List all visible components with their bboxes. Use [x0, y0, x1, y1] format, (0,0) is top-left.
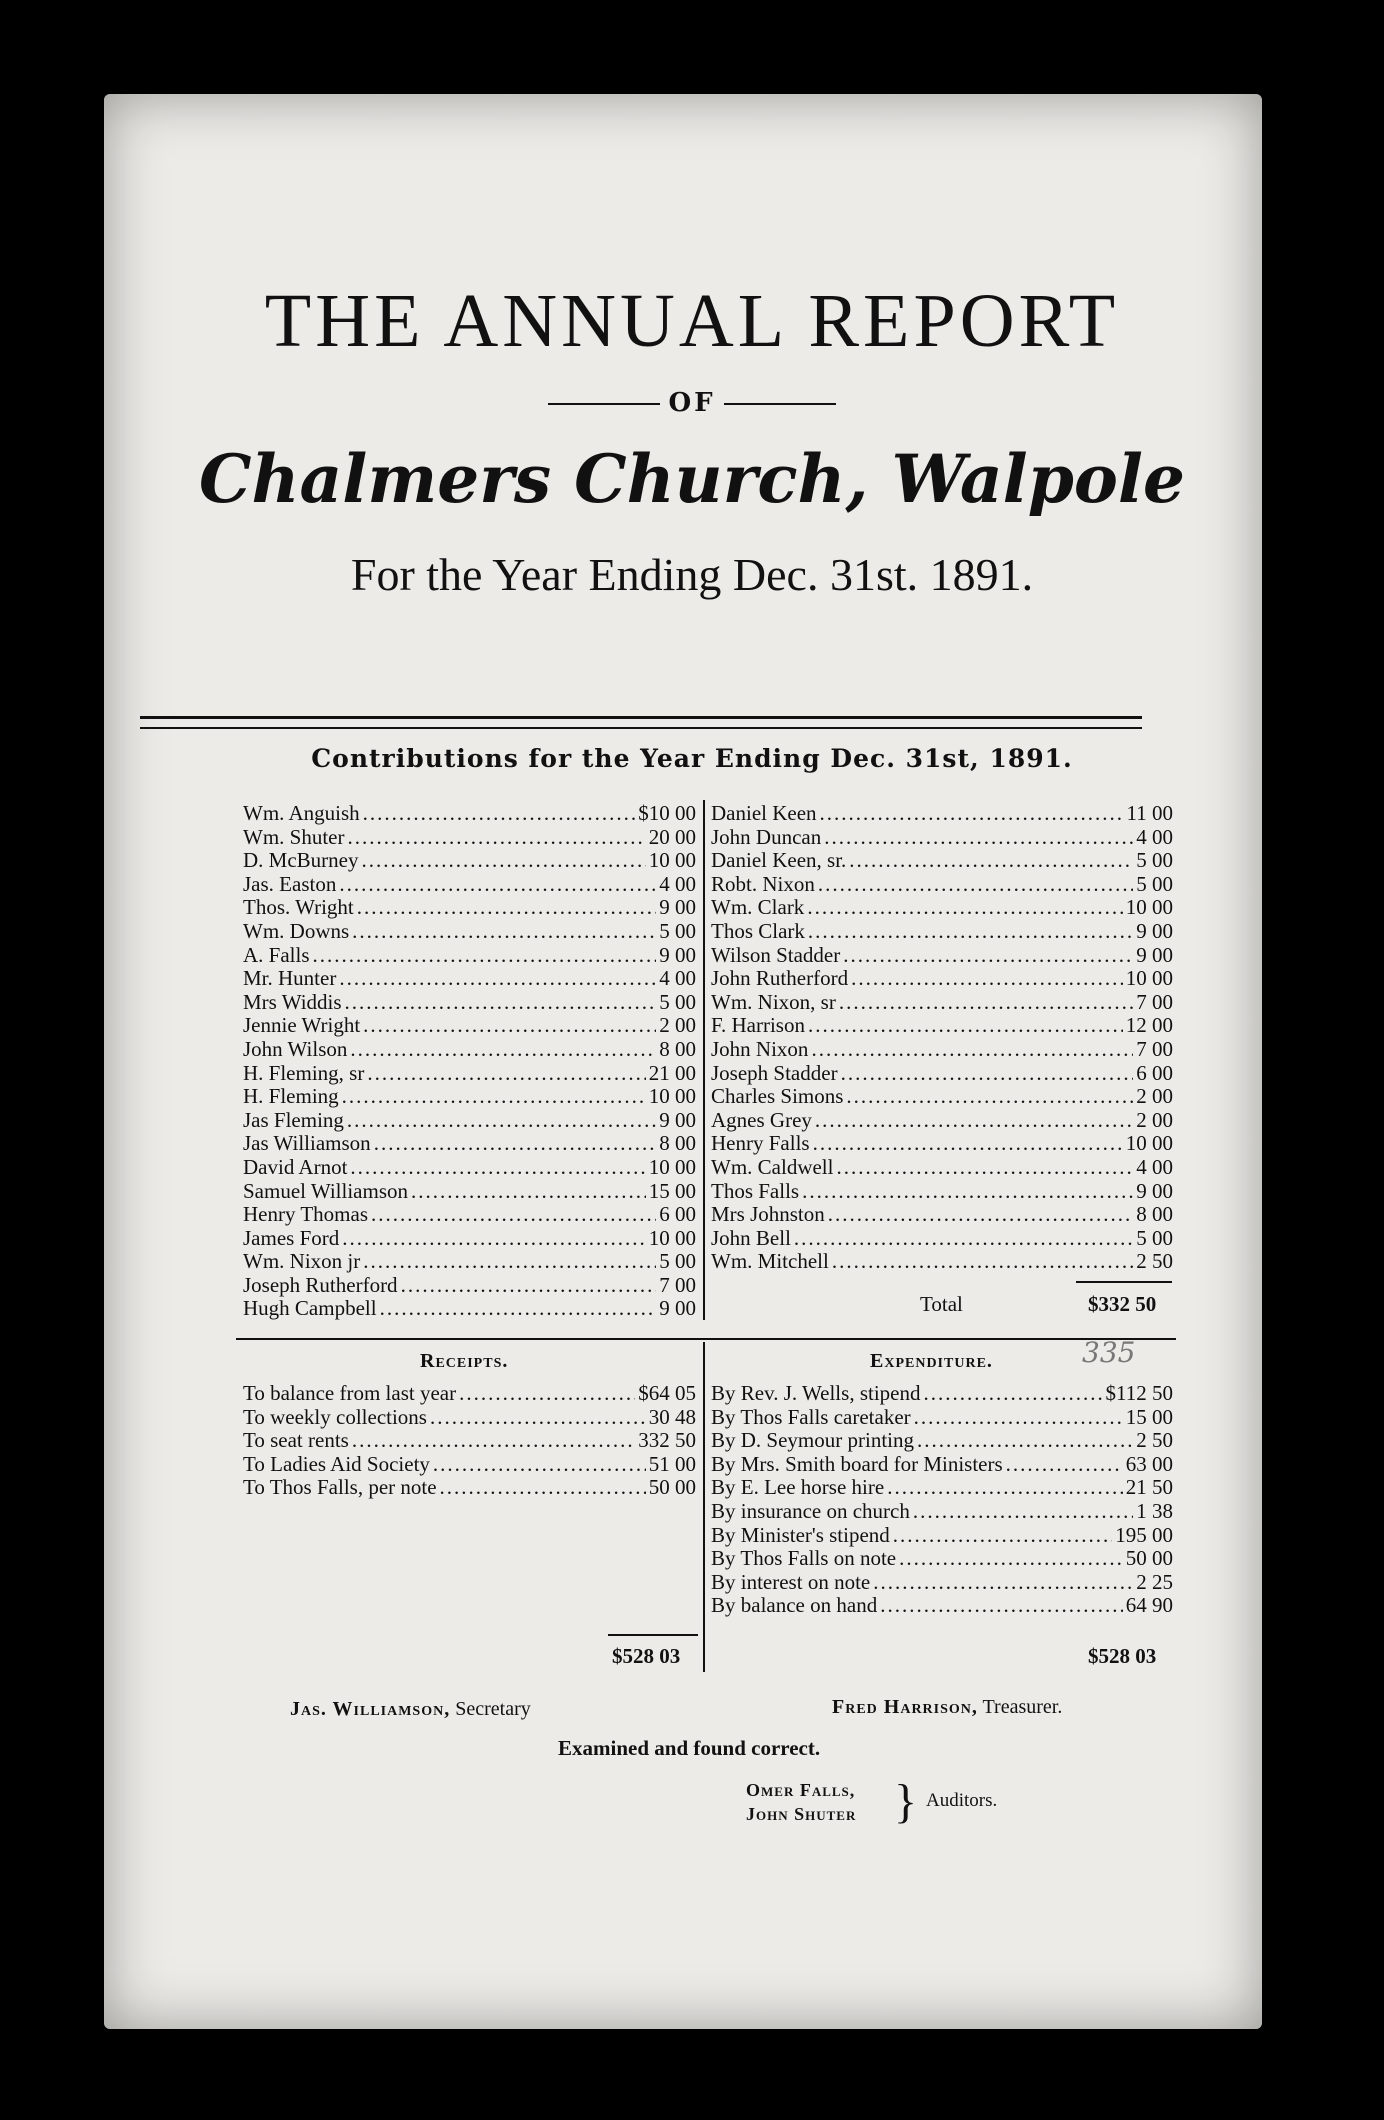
leader-dots [836, 1156, 1133, 1180]
expenditure-row-amount: 21 50 [1125, 1475, 1173, 1500]
contribution-row [243, 1085, 696, 1109]
leader-dots [367, 1062, 645, 1086]
contribution-row-name: Wm. Clark [711, 895, 805, 920]
expenditure-row [711, 1594, 1173, 1618]
contribution-row [711, 1180, 1173, 1204]
contribution-row-name: Joseph Rutherford [243, 1272, 398, 1297]
leader-dots [363, 1250, 656, 1274]
leader-dots [851, 967, 1123, 991]
leader-dots [357, 896, 656, 920]
contribution-row-name: Wilson Stadder [711, 942, 841, 967]
contribution-row-amount: 10 00 [1125, 895, 1173, 920]
auditors-brace: } [894, 1775, 918, 1828]
contribution-row [243, 1297, 696, 1321]
contribution-row [711, 1156, 1173, 1180]
contribution-row [243, 1062, 696, 1086]
leader-dots [808, 1014, 1123, 1038]
contribution-row-name: Wm. Anguish [243, 801, 360, 825]
treasurer-name: Fred Harrison, [832, 1696, 978, 1718]
contribution-row [243, 967, 696, 991]
leader-dots [411, 1180, 646, 1204]
expenditure-row-name: By Mrs. Smith board for Ministers [711, 1451, 1003, 1476]
contribution-row-name: Thos. Wright [243, 895, 354, 920]
report-title: THE ANNUAL REPORT [264, 279, 1120, 363]
contribution-row-name: Jas Williamson [243, 1131, 371, 1156]
contribution-row-name: John Duncan [711, 824, 822, 849]
leader-dots [1006, 1453, 1123, 1477]
secretary-signature [290, 1698, 531, 1721]
leader-dots [374, 1132, 657, 1156]
contribution-row-name: Thos Clark [711, 918, 805, 943]
contribution-row-amount: 10 00 [648, 1154, 696, 1179]
leader-dots [347, 826, 645, 850]
expenditure-row [711, 1524, 1173, 1548]
contribution-row [243, 920, 696, 944]
expenditure-row [711, 1406, 1173, 1430]
contribution-row [711, 1132, 1173, 1156]
leader-dots [339, 873, 656, 897]
expenditure-row-name: By Thos Falls on note [711, 1546, 897, 1571]
contribution-row [711, 849, 1173, 873]
leader-dots [841, 1062, 1134, 1086]
receipt-row [243, 1406, 696, 1430]
leader-dots [887, 1476, 1123, 1500]
expenditure-row-amount: $112 50 [1105, 1381, 1173, 1405]
church-name: Chalmers Church, Walpole [199, 440, 1185, 518]
contribution-row [711, 896, 1173, 920]
receipt-row [243, 1429, 696, 1453]
report-subtitle: For the Year Ending Dec. 31st. 1891. [350, 549, 1034, 600]
expenditure-row-amount: 15 00 [1125, 1404, 1173, 1429]
contribution-row-amount: 10 00 [1125, 1131, 1173, 1156]
contribution-row [711, 802, 1173, 826]
contributions-divider [703, 800, 705, 1320]
contribution-row [243, 826, 696, 850]
receipt-row-amount: 51 00 [648, 1451, 696, 1476]
leader-dots [433, 1453, 646, 1477]
leader-dots [802, 1180, 1133, 1204]
contribution-row-amount: 7 00 [1136, 1036, 1173, 1061]
contribution-row [711, 1109, 1173, 1133]
treasurer-signature [832, 1696, 1062, 1719]
leader-dots [347, 1109, 656, 1133]
contribution-row-amount: 4 00 [1136, 1154, 1173, 1179]
contribution-row-name: Jennie Wright [243, 1013, 361, 1038]
receipts-total: $528 03 [612, 1644, 681, 1668]
contribution-row-name: John Nixon [711, 1036, 809, 1061]
header-rule-bottom [140, 727, 1142, 729]
contribution-row-name: F. Harrison [711, 1013, 805, 1038]
leader-dots [880, 1594, 1123, 1618]
contribution-row [243, 1156, 696, 1180]
expenditure-row-amount: 50 00 [1125, 1546, 1173, 1571]
expenditure-total: $528 03 [1088, 1644, 1157, 1668]
leader-dots [923, 1382, 1102, 1406]
leader-dots [832, 1250, 1133, 1274]
contribution-row [243, 1014, 696, 1038]
contributions-right-column [711, 802, 1173, 1274]
contribution-row-name: Jas Fleming [243, 1107, 344, 1132]
contribution-row [243, 1180, 696, 1204]
contributions-left-column [243, 802, 696, 1321]
header-rule-top [140, 716, 1142, 719]
leader-dots [361, 849, 645, 873]
expenditure-row-amount: 2 25 [1136, 1569, 1173, 1594]
expenditure-row-name: By Rev. J. Wells, stipend [711, 1381, 921, 1405]
contribution-row-amount: 15 00 [648, 1178, 696, 1203]
leader-dots [401, 1274, 657, 1298]
contribution-row-amount: 9 00 [659, 1296, 696, 1321]
leader-dots [313, 944, 657, 968]
contribution-row-amount: 8 00 [659, 1036, 696, 1061]
expenditure-row [711, 1382, 1173, 1406]
contribution-row-name: Joseph Stadder [711, 1060, 838, 1085]
contribution-row [243, 1038, 696, 1062]
leader-dots [899, 1547, 1123, 1571]
contribution-row-name: Daniel Keen [711, 801, 817, 825]
contribution-row-amount: 2 00 [1136, 1084, 1173, 1109]
contribution-row [711, 1250, 1173, 1274]
expenditure-row [711, 1453, 1173, 1477]
contribution-row-amount: 11 00 [1126, 801, 1173, 825]
expenditure-row-name: By E. Lee horse hire [711, 1475, 885, 1500]
contribution-row [243, 1109, 696, 1133]
contribution-row-amount: 10 00 [648, 848, 696, 873]
contribution-row [711, 920, 1173, 944]
receipt-row-name: To Ladies Aid Society [243, 1451, 430, 1476]
contribution-row-name: Wm. Mitchell [711, 1249, 829, 1274]
leader-dots [350, 1038, 656, 1062]
leader-dots [824, 826, 1133, 850]
contribution-row [711, 873, 1173, 897]
leader-dots [818, 873, 1133, 897]
accounts-divider [703, 1342, 705, 1672]
contribution-row-name: Mrs Widdis [243, 989, 342, 1014]
leader-dots [350, 1156, 645, 1180]
leader-dots [913, 1500, 1133, 1524]
leader-dots [815, 1109, 1133, 1133]
contribution-row-name: H. Fleming [243, 1084, 339, 1109]
total-rule [1076, 1281, 1172, 1283]
receipt-row-amount: $64 05 [638, 1381, 696, 1405]
expenditure-row-amount: 2 50 [1136, 1428, 1173, 1453]
leader-dots [371, 1203, 656, 1227]
contribution-row-amount: 12 00 [1125, 1013, 1173, 1038]
contribution-row-name: John Rutherford [711, 966, 849, 991]
expenditure-heading: Expenditure. [870, 1350, 993, 1372]
contribution-row-amount: 20 00 [648, 824, 696, 849]
contribution-row-name: David Arnot [243, 1154, 348, 1179]
contribution-row-name: Samuel Williamson [243, 1178, 409, 1203]
contribution-row-amount: 2 00 [1136, 1107, 1173, 1132]
contribution-row-name: Wm. Nixon, sr [711, 989, 836, 1014]
leader-dots [459, 1382, 635, 1406]
expenditure-row [711, 1571, 1173, 1595]
leader-dots [808, 920, 1133, 944]
contribution-row-amount: 21 00 [648, 1060, 696, 1085]
leader-dots [794, 1227, 1133, 1251]
expenditure-row-amount: 64 90 [1125, 1593, 1173, 1618]
leader-dots [363, 1014, 656, 1038]
receipts-list [243, 1382, 696, 1500]
expenditure-row [711, 1500, 1173, 1524]
secretary-title: Secretary [455, 1698, 531, 1720]
contribution-row-name: Wm. Caldwell [711, 1154, 834, 1179]
leader-dots [440, 1476, 646, 1500]
leader-dots [430, 1406, 646, 1430]
contributions-heading: Contributions for the Year Ending Dec. 31st, 1891. [311, 744, 1073, 773]
expenditure-row-name: By interest on note [711, 1569, 871, 1594]
expenditure-row-name: By Minister's stipend [711, 1522, 890, 1547]
contribution-row [243, 1132, 696, 1156]
contribution-row-amount: $10 00 [638, 801, 696, 825]
contribution-row-amount: 2 00 [659, 1013, 696, 1038]
expenditure-row-name: By balance on hand [711, 1593, 878, 1618]
leader-dots [849, 849, 1133, 873]
contribution-row [711, 826, 1173, 850]
leader-dots [893, 1524, 1112, 1548]
receipt-row [243, 1476, 696, 1500]
contribution-row-name: Henry Thomas [243, 1202, 369, 1227]
receipts-total-rule [608, 1634, 698, 1636]
expenditure-row-name: By Thos Falls caretaker [711, 1404, 911, 1429]
receipt-row-amount: 332 50 [638, 1428, 696, 1453]
contribution-row [711, 991, 1173, 1015]
expenditure-row [711, 1547, 1173, 1571]
leader-dots [807, 896, 1122, 920]
receipt-row-amount: 30 48 [648, 1404, 696, 1429]
contribution-row-name: James Ford [243, 1225, 340, 1250]
contribution-row-amount: 5 00 [1136, 848, 1173, 873]
contribution-row-name: Wm. Nixon jr [243, 1249, 361, 1274]
contribution-row-amount: 9 00 [659, 1107, 696, 1132]
contribution-row-amount: 4 00 [659, 966, 696, 991]
section-rule [236, 1338, 1176, 1340]
contribution-row [711, 1038, 1173, 1062]
leader-dots [380, 1297, 657, 1321]
contribution-row-amount: 5 00 [1136, 1225, 1173, 1250]
leader-dots [345, 991, 657, 1015]
secretary-name: Jas. Williamson, [290, 1698, 451, 1720]
leader-dots [839, 991, 1133, 1015]
contribution-row [243, 1203, 696, 1227]
receipt-row-name: To seat rents [243, 1428, 349, 1453]
contribution-row-name: Agnes Grey [711, 1107, 812, 1132]
leader-dots [828, 1203, 1133, 1227]
contribution-row-amount: 4 00 [659, 871, 696, 896]
contribution-row-amount: 9 00 [1136, 942, 1173, 967]
contribution-row-amount: 4 00 [1136, 824, 1173, 849]
expenditure-row [711, 1429, 1173, 1453]
examined-statement: Examined and found correct. [558, 1736, 821, 1760]
contribution-row-amount: 8 00 [1136, 1202, 1173, 1227]
contribution-row-name: A. Falls [243, 942, 310, 967]
expenditure-row-amount: 63 00 [1125, 1451, 1173, 1476]
contribution-row-amount: 5 00 [659, 1249, 696, 1274]
contribution-row-name: Mr. Hunter [243, 966, 337, 991]
leader-dots [342, 1085, 646, 1109]
contribution-row-name: Robt. Nixon [711, 871, 815, 896]
contribution-row-amount: 9 00 [1136, 1178, 1173, 1203]
contribution-row-name: Hugh Campbell [243, 1296, 377, 1321]
auditor-2: John Shuter [746, 1804, 857, 1824]
auditor-1: Omer Falls, [746, 1780, 856, 1800]
contribution-row-amount: 9 00 [1136, 918, 1173, 943]
receipt-row-name: To weekly collections [243, 1404, 427, 1429]
contribution-row-name: D. McBurney [243, 848, 359, 873]
receipt-row [243, 1453, 696, 1477]
contribution-row [243, 991, 696, 1015]
leader-dots [843, 944, 1133, 968]
contribution-row-name: Mrs Johnston [711, 1202, 825, 1227]
contribution-row-amount: 2 50 [1136, 1249, 1173, 1274]
leader-dots [914, 1406, 1123, 1430]
receipts-heading: Receipts. [420, 1350, 509, 1372]
leader-dots [342, 1227, 646, 1251]
leader-dots [811, 1038, 1133, 1062]
contribution-row [711, 967, 1173, 991]
treasurer-title: Treasurer. [982, 1696, 1063, 1718]
leader-dots [352, 1429, 635, 1453]
contribution-row [243, 849, 696, 873]
expenditure-row-amount: 195 00 [1115, 1522, 1173, 1547]
receipt-row-name: To Thos Falls, per note [243, 1475, 437, 1500]
leader-dots [363, 802, 636, 826]
contribution-row-amount: 5 00 [1136, 871, 1173, 896]
contribution-row [711, 1085, 1173, 1109]
expenditure-row [711, 1476, 1173, 1500]
contribution-row [243, 873, 696, 897]
contribution-row-amount: 9 00 [659, 895, 696, 920]
contribution-row-amount: 10 00 [1125, 966, 1173, 991]
contribution-row-amount: 7 00 [659, 1272, 696, 1297]
contribution-row [711, 1203, 1173, 1227]
contribution-row-amount: 10 00 [648, 1084, 696, 1109]
contribution-row [243, 944, 696, 968]
contribution-row [243, 1250, 696, 1274]
contribution-row [711, 1227, 1173, 1251]
expenditure-row-name: By D. Seymour printing [711, 1428, 914, 1453]
contribution-row-name: Henry Falls [711, 1131, 810, 1156]
expenditure-list [711, 1382, 1173, 1618]
contribution-row [711, 1014, 1173, 1038]
contribution-row-name: Wm. Shuter [243, 824, 345, 849]
contribution-row-amount: 7 00 [1136, 989, 1173, 1014]
leader-dots [813, 1132, 1123, 1156]
leader-dots [873, 1571, 1133, 1595]
contribution-row [243, 1227, 696, 1251]
contribution-row-name: Jas. Easton [243, 871, 337, 896]
receipt-row-amount: 50 00 [648, 1475, 696, 1500]
contribution-row-amount: 5 00 [659, 918, 696, 943]
receipt-row-name: To balance from last year [243, 1381, 457, 1405]
contribution-row-amount: 6 00 [1136, 1060, 1173, 1085]
of-divider: OF [0, 388, 1384, 418]
contribution-row [243, 1274, 696, 1298]
contribution-row-name: Wm. Downs [243, 918, 350, 943]
total-amount: $332 50 [1088, 1292, 1157, 1316]
leader-dots [820, 802, 1124, 826]
contribution-row-amount: 8 00 [659, 1131, 696, 1156]
leader-dots [846, 1085, 1133, 1109]
total-label: Total [920, 1292, 963, 1316]
contribution-row [243, 896, 696, 920]
leader-dots [917, 1429, 1133, 1453]
contribution-row [711, 1062, 1173, 1086]
handwritten-note: 335 [1082, 1336, 1136, 1369]
contribution-row-amount: 5 00 [659, 989, 696, 1014]
contribution-row-amount: 6 00 [659, 1202, 696, 1227]
contribution-row-name: H. Fleming, sr [243, 1060, 365, 1085]
receipt-row [243, 1382, 696, 1406]
leader-dots [352, 920, 656, 944]
contribution-row [711, 944, 1173, 968]
expenditure-row-amount: 1 38 [1136, 1498, 1173, 1523]
contribution-row-name: John Bell [711, 1225, 791, 1250]
contribution-row-name: Daniel Keen, sr. [711, 848, 847, 873]
contribution-row-amount: 10 00 [648, 1225, 696, 1250]
contribution-row-name: Thos Falls [711, 1178, 800, 1203]
expenditure-row-name: By insurance on church [711, 1498, 910, 1523]
leader-dots [339, 967, 656, 991]
contribution-row-name: John Wilson [243, 1036, 348, 1061]
contribution-row-name: Charles Simons [711, 1084, 844, 1109]
auditors-label: Auditors. [926, 1790, 998, 1811]
contribution-row-amount: 9 00 [659, 942, 696, 967]
contribution-row [243, 802, 696, 826]
